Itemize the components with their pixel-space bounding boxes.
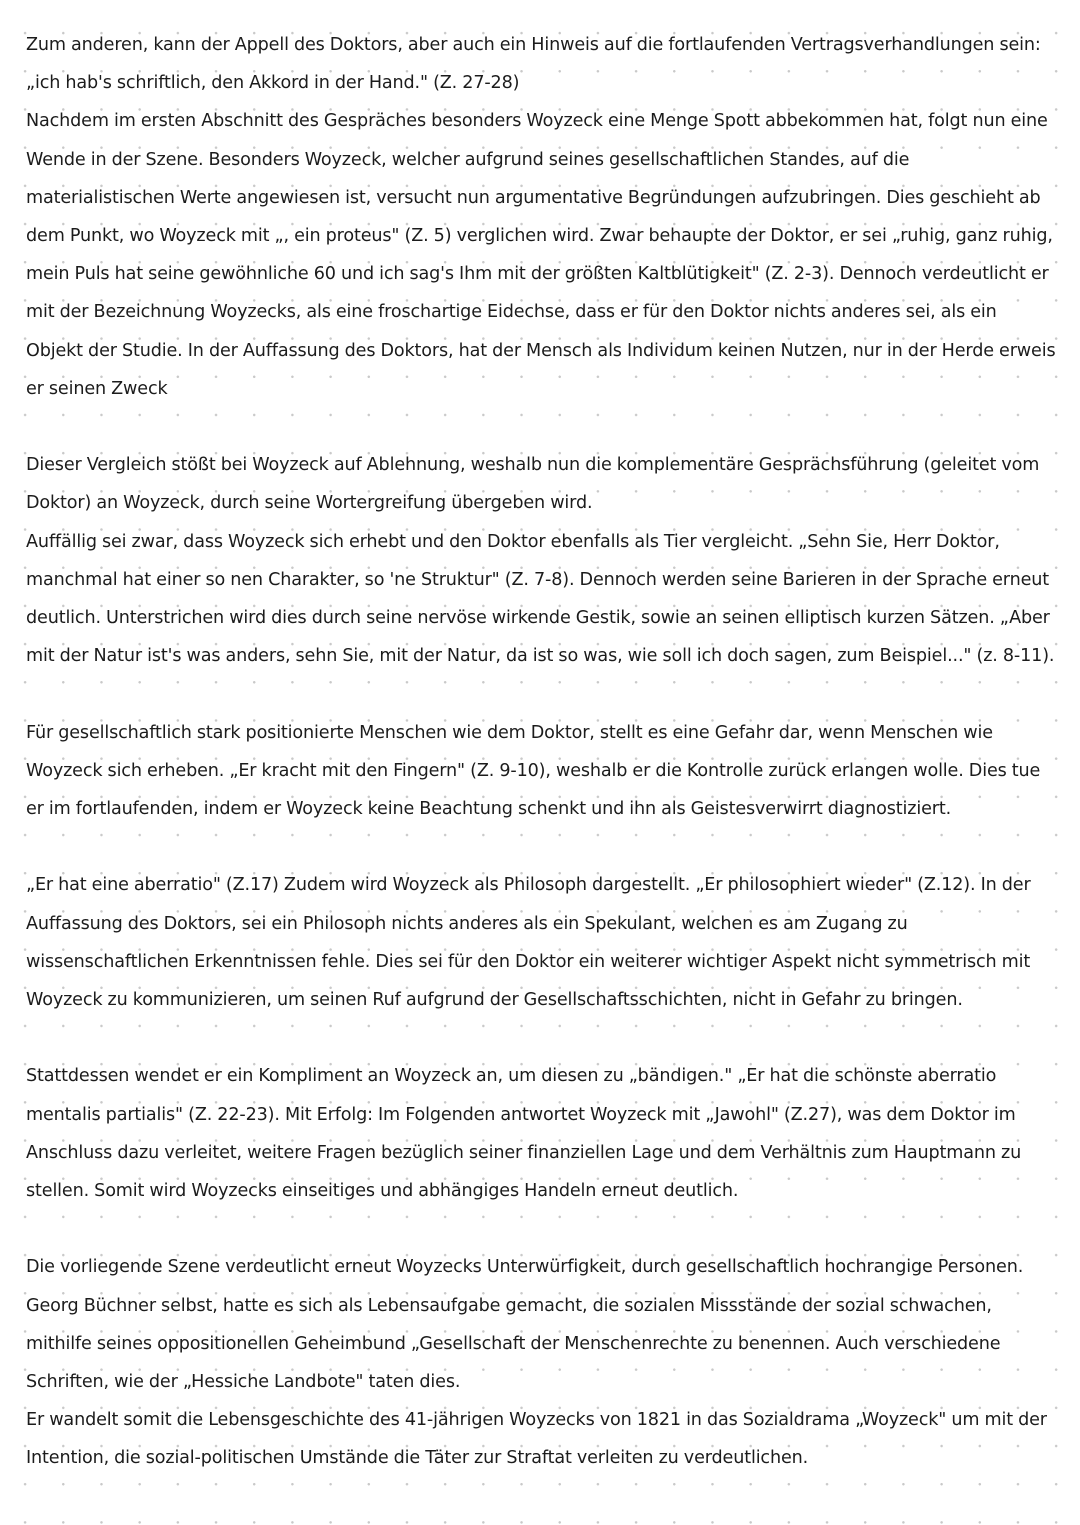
blank-line: [26, 675, 1056, 713]
paragraph-3: Dieser Vergleich stößt bei Woyzeck auf Ablehnung, weshalb nun die komplementäre Gesprächsführung (geleitet vom Doktor) an Woyzeck, durch seine Wortergreifung übergeben wird.: [26, 455, 1040, 514]
paragraph-1: Zum anderen, kann der Appell des Doktors, aber auch ein Hinweis auf die fortlaufenden Vertragsverhandlungen sein: „ich hab's schriftlich, den Akkord in der Hand." (Z. 27-28): [26, 35, 1041, 94]
blank-line: [26, 1019, 1056, 1057]
paragraph-5: Für gesellschaftlich stark positionierte Menschen wie dem Doktor, stellt es eine Gefahr dar, wenn Menschen wie Woyzeck sich erheben. „Er kracht mit den Fingern" (Z. 9-10), weshalb er die Kontrolle zurück erlangen wolle. Dies tue er im fortlaufenden, indem er Woyzeck keine Beachtung schenkt und ihn als Geistesverwirrt diagnostiziert.: [26, 722, 1041, 820]
blank-line: [26, 1210, 1056, 1248]
blank-line: [26, 828, 1056, 866]
paragraph-2: Nachdem im ersten Abschnitt des Gespräches besonders Woyzeck eine Menge Spott abbekommen hat, folgt nun eine Wende in der Szene. Besonders Woyzeck, welcher aufgrund seines gesellschaftlichen Standes, auf die materialistischen Werte angewiesen ist, versucht nun argumentative Begründungen aufzubringen. Dies geschieht ab dem Punkt, wo Woyzeck mit „, ein proteus" (Z. 5) verglichen wird. Zwar behaupte der Doktor, er sei „ruhig, ganz ruhig, mein Puls hat seine gewöhnliche 60 und ich sag's Ihm mit der größten Kaltblütigkeit" (Z. 2-3). Dennoch verdeutlicht er mit der Bezeichnung Woyzecks, als eine froschartige Eidechse, dass er für den Doktor nichts anderes sei, als ein Objekt der Studie. In der Auffassung des Doktors, hat der Mensch als Individum keinen Nutzen, nur in der Herde erweis er seinen Zweck: [26, 111, 1056, 399]
paragraph-6: „Er hat eine aberratio" (Z.17) Zudem wird Woyzeck als Philosoph dargestellt. „Er philosophiert wieder" (Z.12). In der Auffassung des Doktors, sei ein Philosoph nichts anderes als ein Spekulant, welchen es am Zugang zu wissenschaftlichen Erkenntnissen fehle. Dies sei für den Doktor ein weiterer wichtiger Aspekt nicht symmetrisch mit Woyzeck zu kommunizieren, um seinen Ruf aufgrund der Gesellschaftsschichten, nicht in Gefahr zu bringen.: [26, 875, 1031, 1011]
blank-line: [26, 408, 1056, 446]
paragraph-9: Er wandelt somit die Lebensgeschichte des 41-jährigen Woyzecks von 1821 in das Sozialdrama „Woyzeck" um mit der Intention, die sozial-politischen Umstände die Täter zur Straftat verleiten zu verdeutlichen.: [26, 1410, 1047, 1469]
paragraph-8: Die vorliegende Szene verdeutlicht erneut Woyzecks Unterwürfigkeit, durch gesellschaftlich hochrangige Personen. Georg Büchner selbst, hatte es sich als Lebensaufgabe gemacht, die sozialen Missstände der sozial schwachen, mithilfe seines oppositionellen Geheimbund „Gesellschaft der Menschenrechte zu benennen. Auch verschiedene Schriften, wie der „Hessiche Landbote" taten dies.: [26, 1257, 1024, 1393]
paragraph-7: Stattdessen wendet er ein Kompliment an Woyzeck an, um diesen zu „bändigen." „Er hat die schönste aberratio mentalis partialis" (Z. 22-23). Mit Erfolg: Im Folgenden antwortet Woyzeck mit „Jawohl" (Z.27), was dem Doktor im Anschluss dazu verleitet, weitere Fragen bezüglich seiner finanziellen Lage und dem Verhältnis zum Hauptmann zu stellen. Somit wird Woyzecks einseitiges und abhängiges Handeln erneut deutlich.: [26, 1066, 1022, 1202]
paragraph-4: Auffällig sei zwar, dass Woyzeck sich erhebt und den Doktor ebenfalls als Tier vergleicht. „Sehn Sie, Herr Doktor, manchmal hat einer so nen Charakter, so 'ne Struktur" (Z. 7-8). Dennoch werden seine Barieren in der Sprache erneut deutlich. Unterstrichen wird dies durch seine nervöse wirkende Gestik, sowie an seinen elliptisch kurzen Sätzen. „Aber mit der Natur ist's was anders, sehn Sie, mit der Natur, da ist so was, wie soll ich doch sagen, zum Beispiel..." (z. 8-11).: [26, 531, 1055, 667]
